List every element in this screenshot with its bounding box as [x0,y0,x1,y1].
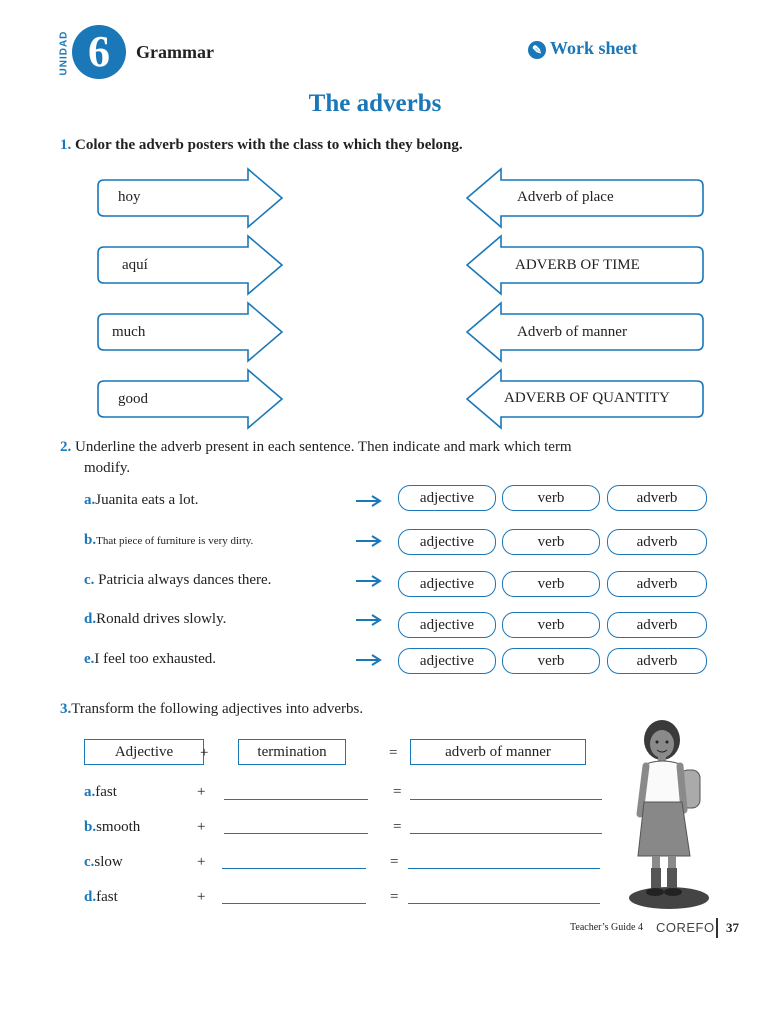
page-title: The adverbs [308,90,442,117]
equals-sign: = [390,889,399,905]
row-c-label: c.slow [84,854,123,870]
equals-sign: = [393,819,402,835]
page-number: 37 [726,920,739,935]
plus-sign: + [197,889,206,905]
class-adverb-of-manner: Adverb of manner [517,324,627,340]
student-girl-illustration [626,718,712,914]
unit-label: UNIDAD [58,30,70,76]
word-much: much [112,324,146,340]
plus-sign: + [197,854,206,870]
arrow-right-icon [356,535,382,547]
class-adverb-of-place: Adverb of place [517,189,614,205]
option-adjective-b[interactable]: adjective [398,529,496,555]
sentence-d: d.Ronald drives slowly. [84,611,227,627]
exercise-2-instruction: 2. Underline the adverb present in each sentence. Then indicate and mark which term [60,439,572,455]
header-adjective: Adjective [84,739,204,765]
header-termination: termination [238,739,346,765]
class-adverb-of-time: ADVERB OF TIME [515,257,640,273]
plus-sign: + [197,784,206,800]
pencil-icon: ✎ [528,41,546,59]
plus-sign: + [197,819,206,835]
row-b-label: b.smooth [84,819,141,835]
option-adjective-d[interactable]: adjective [398,612,496,638]
arrow-right-icon [356,575,382,587]
sentence-a: a.Juanita eats a lot. [84,492,199,508]
arrow-right-icon [356,614,382,626]
termination-blank-b[interactable] [224,833,368,834]
option-verb-a[interactable]: verb [502,485,600,511]
adverb-blank-d[interactable] [408,903,600,904]
equals-sign: = [393,784,402,800]
adverb-blank-b[interactable] [410,833,602,834]
termination-blank-d[interactable] [222,903,366,904]
sentence-b: b.That piece of furniture is very dirty. [84,532,254,548]
class-adverb-of-quantity: ADVERB OF QUANTITY [504,390,670,406]
exercise-3-instruction: 3.Transform the following adjectives into adverbs. [60,701,364,717]
option-verb-e[interactable]: verb [502,648,600,674]
option-adverb-a[interactable]: adverb [607,485,707,511]
equals-sign: = [390,854,399,870]
exercise-1-instruction: 1. Color the adverb posters with the class to which they belong. [60,137,463,153]
termination-blank-a[interactable] [224,799,368,800]
arrow-right-icon [356,495,382,507]
unit-number-badge: 6 [72,25,126,79]
footer-divider [716,918,718,938]
row-a-label: a.fast [84,784,117,800]
plus-sign: + [200,745,209,761]
equals-sign: = [389,745,398,761]
exercise-2-instruction-cont: modify. [84,460,131,476]
row-d-label: d.fast [84,889,118,905]
arrow-right-icon [356,654,382,666]
option-verb-d[interactable]: verb [502,612,600,638]
option-adverb-e[interactable]: adverb [607,648,707,674]
option-adverb-d[interactable]: adverb [607,612,707,638]
word-good: good [118,391,148,407]
adverb-blank-a[interactable] [410,799,602,800]
section-title: Grammar [136,42,214,62]
option-verb-b[interactable]: verb [502,529,600,555]
adverb-blank-c[interactable] [408,868,600,869]
worksheet-label: ✎ Work sheet [528,38,638,59]
termination-blank-c[interactable] [222,868,366,869]
word-hoy: hoy [118,189,141,205]
footer-brand: COREFO [656,920,715,935]
footer-guide: Teacher’s Guide 4 [570,922,643,933]
sentence-e: e.I feel too exhausted. [84,651,217,667]
option-verb-c[interactable]: verb [502,571,600,597]
header-adverb-of-manner: adverb of manner [410,739,586,765]
option-adjective-e[interactable]: adjective [398,648,496,674]
option-adjective-c[interactable]: adjective [398,571,496,597]
sentence-c: c. Patricia always dances there. [84,572,272,588]
option-adverb-c[interactable]: adverb [607,571,707,597]
word-aqui: aquí [122,257,148,273]
option-adverb-b[interactable]: adverb [607,529,707,555]
option-adjective-a[interactable]: adjective [398,485,496,511]
